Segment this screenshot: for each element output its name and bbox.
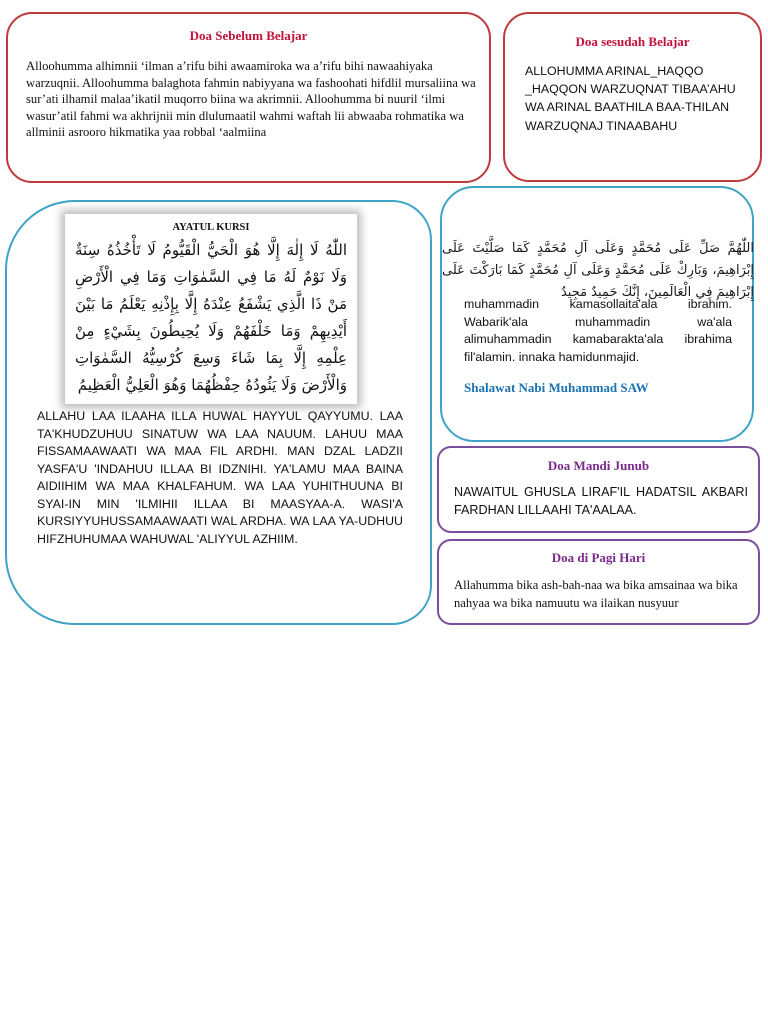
doa-sesudah-belajar-card xyxy=(503,12,762,182)
ayatul-kursi-card xyxy=(5,200,432,625)
doa-sebelum-belajar-card xyxy=(6,12,491,183)
doa-pagi-hari-text: Allahumma bika ash-bah-naa wa bika amsainaa wa bika nahyaa wa bika namuutu wa ilaikan nusyuur xyxy=(454,578,738,610)
doa-pagi-hari-card xyxy=(437,539,760,625)
ayatul-kursi-text: ALLAHU LAA ILAAHA ILLA HUWAL HAYYUL QAYYUMU. LAA TA'KHUDZUHUU SINATUW WA LAA NAUUM. LAHUU MAA FISSAMAAWAATI WA MAA FIL ARDHI. MAN DZAL LADZII YASFA'U 'INDAHUU ILLAA BI IDZNIHI. YA'LAMU MAA BAINA AIDIIHIM WA MAA KHALFAHUM. WA LAA YUHITHUUNA BI SYAI-IN MIN 'ILMIHII ILLAA BI MAASYAA-A. WASI'A KURSIYYUHUSSAMAAWAATI WAL ARDHA. WA LAA YA-UDHUU HIFZHUHUMAA WAHUWAL 'ALIYYUL AZHIIM. xyxy=(37,409,403,546)
doa-sebelum-belajar-title: Doa Sebelum Belajar xyxy=(189,28,308,43)
shalawat-arabic: اللّٰهُمَّ صَلِّ عَلَى مُحَمَّدٍ وَعَلَى آلِ مُحَمَّدٍ كَمَا صَلَّيْتَ عَلَى إِبْرَاهِيمَ، وَبَارِكْ عَلَى مُحَمَّدٍ وَعَلَى آلِ مُحَمَّدٍ كَمَا بَارَكْتَ عَلَى إِبْرَاهِيمَ فِي الْعَالَمِينَ، إِنَّكَ حَمِيدٌ مَجِيدٌ xyxy=(442,241,754,300)
shalawat-card xyxy=(440,186,754,442)
doa-mandi-junub-title: Doa Mandi Junub xyxy=(547,458,650,473)
ayatul-kursi-image xyxy=(65,214,357,404)
doa-sesudah-belajar-title: Doa sesudah Belajar xyxy=(575,34,690,49)
doa-mandi-junub-text: NAWAITUL GHUSLA LIRAF'IL HADATSIL AKBARI FARDHAN LILLAAHI TA'AALAA. xyxy=(454,485,748,517)
doa-pagi-hari-title: Doa di Pagi Hari xyxy=(551,550,646,565)
ayatul-kursi-arabic: اللّٰهُ لَا إِلٰهَ إِلَّا هُوَ الْحَيُّ الْقَيُّومُ لَا تَأْخُذُهُ سِنَةٌ وَلَا نَوْمٌ لَهُ مَا فِي السَّمٰوَاتِ وَمَا فِي الْأَرْضِ مَنْ ذَا الَّذِي يَشْفَعُ عِنْدَهُ إِلَّا بِإِذْنِهِ يَعْلَمُ مَا بَيْنَ أَيْدِيهِمْ وَمَا خَلْفَهُمْ وَلَا يُحِيطُونَ بِشَيْءٍ مِنْ عِلْمِهِ إِلَّا بِمَا شَاءَ وَسِعَ كُرْسِيُّهُ السَّمٰوَاتِ وَالْأَرْضَ وَلَا يَئُودُهُ حِفْظُهُمَا وَهُوَ الْعَلِيُّ الْعَظِيمُ xyxy=(75,241,347,394)
shalawat-title: Shalawat Nabi Muhammad SAW xyxy=(464,380,649,395)
doa-sebelum-belajar-text: Alloohumma alhimnii ‘ilman a’rifu bihi awaamiroka wa a’rifu bihi nawaahiyaka warzuqnii. Alloohumma balaghota fahmin nabiyyana wa fashoohati hifdlil mursaliina wa sur’ati ilhamil malaa’ikatil muqorro biina wa akrimnii. Alloohumma bi nuuril ‘ilmi wasur’atil fahmi wa akhrijnii min dlulumaatil wahmi waftah lii abwaaba rohmatika wa allminii asrooro hikmatika yaa robbal ‘aalmiina xyxy=(26,59,476,139)
shalawat-text: muhammadin kamasollaita'ala ibrahim. Wabarik'ala muhammadin wa'ala alimuhammadin kamabarakta'ala ibrahima fil'alamin. innaka hamidunmajid. xyxy=(464,297,732,364)
ayatul-kursi-image-title: AYATUL KURSI xyxy=(172,222,250,233)
doa-sesudah-belajar-text: ALLOHUMMA ARINAL_HAQQO _HAQQON WARZUQNAT TIBAA’AHU WA ARINAL BAATHILA BAA-THILAN WARZUQNAJ TINAABAHU xyxy=(525,64,736,133)
doa-mandi-junub-card xyxy=(437,446,760,533)
